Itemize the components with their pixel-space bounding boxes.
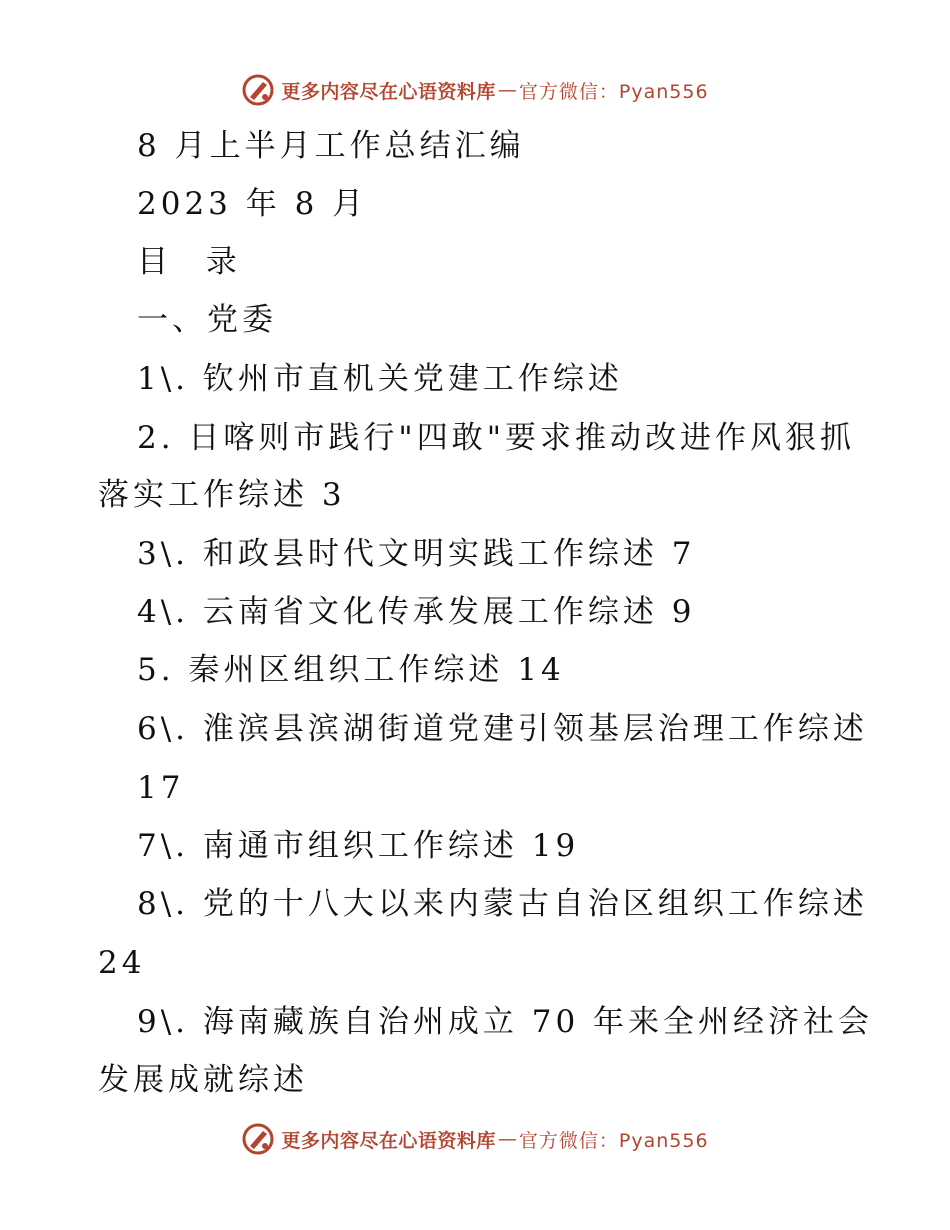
toc-entry: 1\. 钦州市直机关党建工作综述 — [137, 361, 623, 397]
watermark-brand: 更多内容尽在心语资料库 — [281, 1129, 496, 1152]
toc-entry: 8\. 党的十八大以来内蒙古自治区组织工作综述 — [137, 886, 868, 922]
toc-entry-continuation: 24 — [98, 945, 146, 981]
watermark-brand: 更多内容尽在心语资料库 — [281, 80, 496, 103]
brand-logo-icon — [241, 73, 275, 107]
watermark-contact: 官方微信：Pyan556 — [518, 80, 709, 103]
watermark-separator: — — [497, 1128, 517, 1150]
toc-entry: 4\. 云南省文化传承发展工作综述 9 — [137, 594, 696, 630]
toc-entry-continuation: 落实工作综述 3 — [98, 477, 346, 513]
toc-entry: 7\. 南通市组织工作综述 19 — [137, 828, 580, 864]
watermark-contact: 官方微信：Pyan556 — [518, 1129, 709, 1152]
document-date: 2023 年 8 月 — [137, 186, 368, 222]
toc-heading: 目 录 — [137, 244, 251, 280]
toc-entry: 6\. 淮滨县滨湖街道党建引领基层治理工作综述 — [137, 711, 868, 747]
toc-entry: 3\. 和政县时代文明实践工作综述 7 — [137, 536, 696, 572]
toc-entry-continuation: 17 — [137, 770, 185, 806]
toc-entry: 5. 秦州区组织工作综述 14 — [137, 652, 565, 688]
toc-entry: 2. 日喀则市践行"四敢"要求推动改进作风狠抓 — [137, 420, 855, 456]
watermark-separator: — — [497, 79, 517, 101]
toc-entry: 9\. 海南藏族自治州成立 70 年来全州经济社会 — [137, 1004, 874, 1040]
footer-watermark — [0, 1121, 950, 1157]
toc-entry-continuation: 发展成就综述 — [98, 1062, 308, 1098]
header-watermark — [0, 72, 950, 108]
document-title: 8 月上半月工作总结汇编 — [137, 128, 525, 164]
toc-section: 一、党委 — [137, 302, 277, 338]
brand-logo-icon — [241, 1122, 275, 1156]
